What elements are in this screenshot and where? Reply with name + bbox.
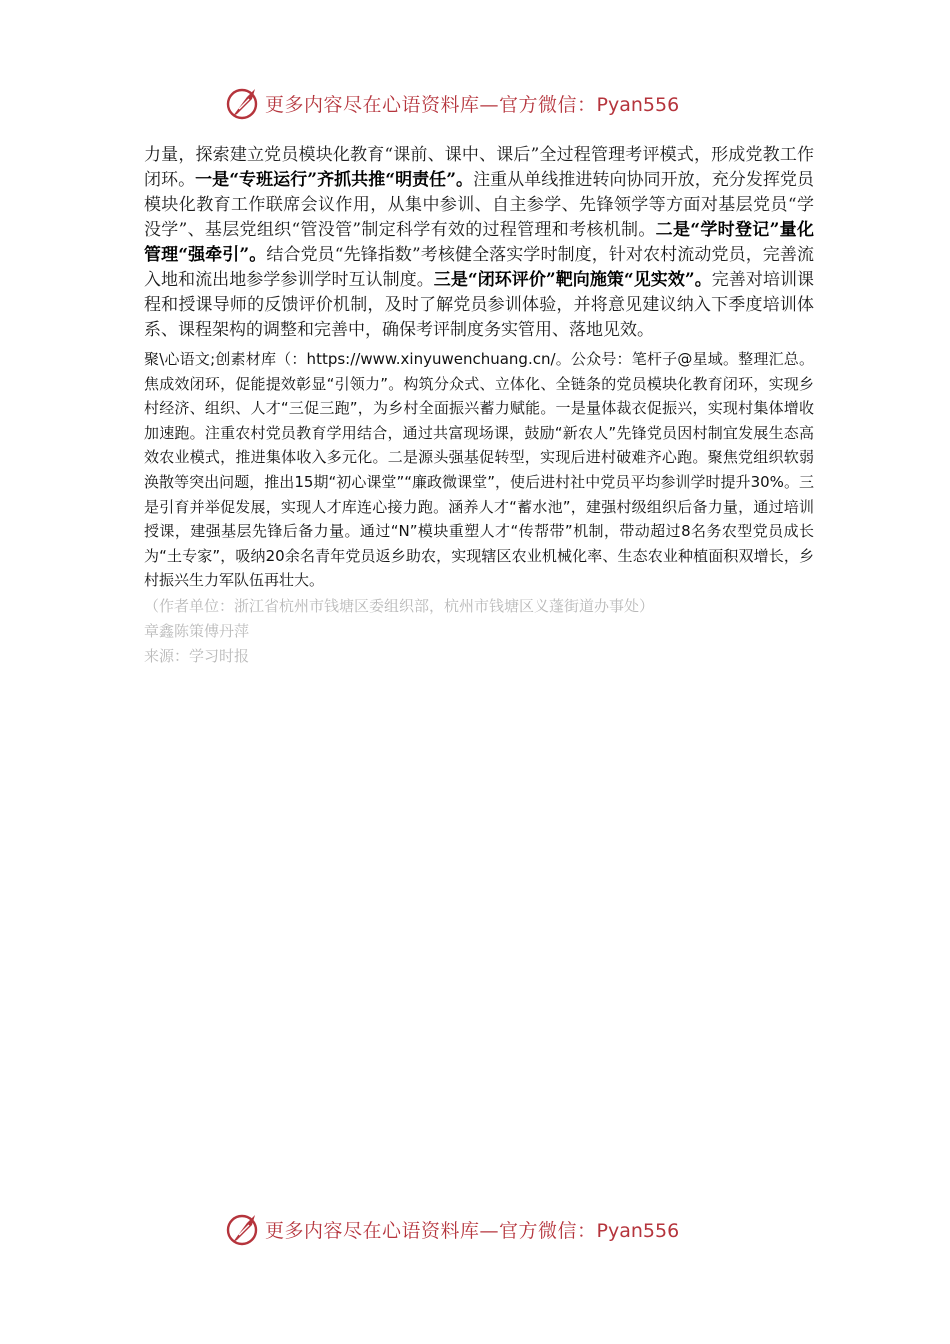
author-unit: （作者单位：浙江省杭州市钱塘区委组织部，杭州市钱塘区义蓬街道办事处） <box>144 596 655 615</box>
quill-pen-logo-icon <box>225 85 261 121</box>
para1-bold-1: 一是“专班运行”齐抓共推“明责任”。 <box>195 170 474 190</box>
para1-text-1: 力量，探索建立党员模块化教育“课前、课中、课后”全过程管理考评模式，形成党教工作闭环。 <box>144 145 814 190</box>
para1-bold-2: 二是“学时登记”量化管理“强牵引”。 <box>144 220 814 265</box>
banner-slogan: 更多内容尽在心语资料库—官方微信： <box>265 93 597 116</box>
paragraph-assessment <box>144 143 814 343</box>
banner-text <box>265 90 679 117</box>
banner-wechat-handle: Pyan556 <box>596 93 680 116</box>
quill-pen-logo-icon <box>225 1211 261 1247</box>
footer-banner <box>225 1209 725 1249</box>
author-names: 章鑫陈策傅丹萍 <box>144 621 250 640</box>
para1-text-4: 完善对培训课程和授课导师的反馈评价机制，及时了解党员参训体验，并将意见建议纳入下季度培训体系、课程架构的调整和完善中，确保考评制度务实管用、落地见效。 <box>144 270 814 340</box>
para1-bold-3: 三是“闭环评价”靶向施策“见实效”。 <box>433 270 712 290</box>
paragraph-closed-loop: 聚\心语文;创素材库（：https://www.xinyuwenchuang.cn/。公众号：笔杆子@星域。整理汇总。焦成效闭环，促能提效彰显“引领力”。构筑分众式、立体化、全链条的党员模块化教育闭环，实现乡村经济、组织、人才“三促三跑”，为乡村全面振兴蓄力赋能。一是量体裁衣促振兴，实现村集体增收加速跑。注重农村党员教育学用结合，通过共富现场课，鼓励“新农人”先锋党员因村制宜发展生态高效农业模式，推进集体收入多元化。二是源头强基促转型，实现后进村破难齐心跑。聚焦党组织软弱涣散等突出问题，推出15期“初心课堂”“廉政微课堂”，使后进村社中党员平均参训学时提升30%。三是引育并举促发展，实现人才库连心接力跑。涵养人才“蓄水池”，建强村级组织后备力量，通过培训授课，建强基层先锋后备力量。通过“N”模块重塑人才“传帮带”机制，带动超过8名务农型党员成长为“土专家”，吸纳20余名青年党员返乡助农，实现辖区农业机械化率、生态农业种植面积双增长，乡村振兴生力军队伍再壮大。 <box>144 350 814 590</box>
source-line: 来源：学习时报 <box>144 646 250 665</box>
para1-text-2: 注重从单线推进转向协同开放，充分发挥党员模块化教育工作联席会议作用，从集中参训、自主参学、先锋领学等方面对基层党员“学没学”、基层党组织“管没管”制定科学有效的过程管理和考核机制。 <box>144 170 814 240</box>
banner-text <box>265 1216 679 1243</box>
para1-text-3: 结合党员“先锋指数”考核健全落实学时制度，针对农村流动党员，完善流入地和流出地参学参训学时互认制度。 <box>144 245 814 290</box>
header-banner <box>225 83 725 123</box>
document-body <box>144 143 814 669</box>
banner-wechat-handle: Pyan556 <box>596 1219 680 1242</box>
banner-slogan: 更多内容尽在心语资料库—官方微信： <box>265 1219 597 1242</box>
